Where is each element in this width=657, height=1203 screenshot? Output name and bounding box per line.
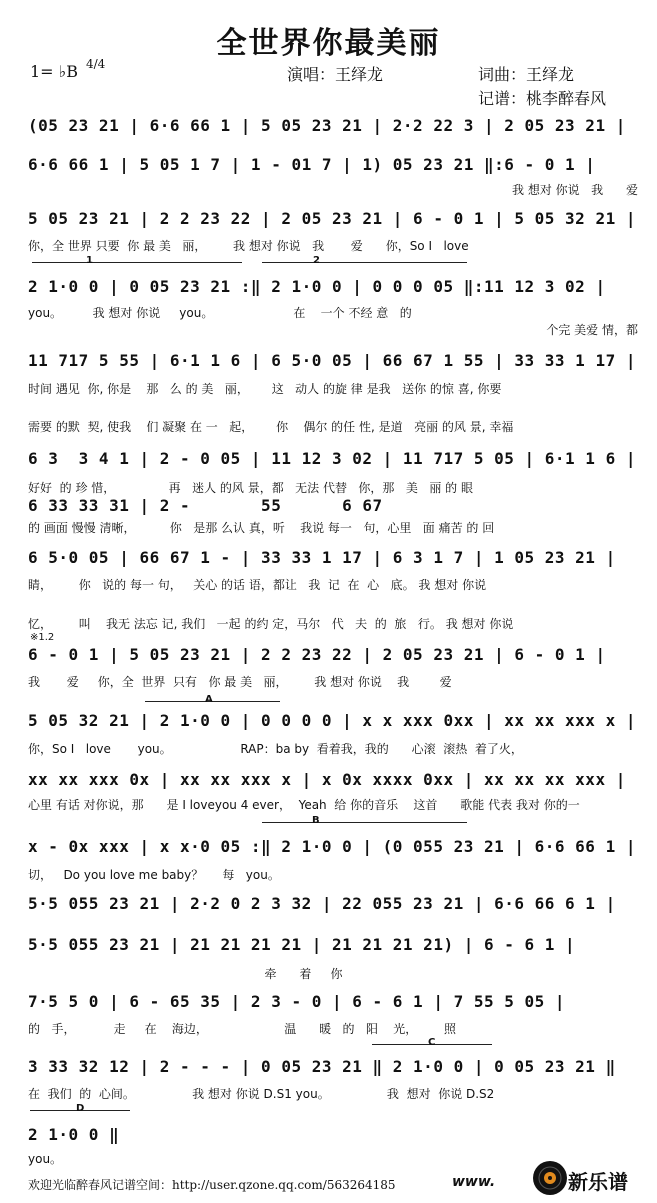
lyric-row-4b: 个完 美爱 情，都 [546,323,638,337]
section-d-marker: D [76,1103,85,1114]
segno-marker: ※1.2 [30,632,55,643]
lyric-row-3: 你，全 世界 只要 你 最 美 丽， 我 想对 你说 我 爱 你，So I love [28,239,469,253]
volta-2-bracket [262,262,467,263]
lyric-row-5: 时间 遇见 你, 你是 那 么 的 美 丽， 这 动人 的旋 律 是我 送你 的惊 喜, 你要 [28,382,502,396]
lyric-row-11: 心里 有话 对你说，那 是 I loveyou 4 ever， Yeah 给 你的音乐 这首 歌能 代表 我对 你的一 [28,798,580,812]
notation-row-16: 3 33 32 12 | 2 - - - | 0 05 23 21 ‖ 2 1·0 0 | 0 05 23 21 ‖ [28,1057,616,1076]
notation-row-8: 6 5·0 05 | 66 67 1 - | 33 33 1 17 | 6 3 1 7 | 1 05 23 21 | [28,548,616,567]
key-signature: 1= ♭B [30,62,78,81]
lyric-row-6: 好好 的 珍 惜， 再 迷人 的风 景，都 无法 代替 你，那 美 丽 的 眼 [28,481,473,495]
notation-row-3: 5 05 23 21 | 2 2 23 22 | 2 05 23 21 | 6 - 0 1 | 5 05 32 21 | [28,209,636,228]
notation-row-6: 6 3 3 4 1 | 2 - 0 05 | 11 12 3 02 | 11 717 5 05 | 6·1 1 6 | [28,449,636,468]
section-a-marker: A [205,694,213,705]
lyric-row-8: 睛， 你 说的 每一 句， 关心 的话 语，都让 我 记 在 心 底。 我 想对 你说 [28,578,487,592]
notation-row-17: 2 1·0 0 ‖ [28,1125,120,1144]
lyric-row-9: 我 爱 你，全 世界 只有 你 最 美 丽， 我 想对 你说 我 爱 [28,675,452,689]
brand-name: 新乐谱 [568,1170,628,1194]
notation-row-13: 5·5 055 23 21 | 2·2 0 2 3 32 | 22 055 23 21 | 6·6 66 6 1 | [28,894,616,913]
notation-row-2: 6·6 66 1 | 5 05 1 7 | 1 - 01 7 | 1) 05 23 21 ‖:6 - 0 1 | [28,155,596,174]
lyric-row-2: 我 想对 你说 我 爱 [512,183,638,197]
volta-1-marker: 1 [86,255,93,266]
notation-row-4: 2 1·0 0 | 0 05 23 21 :‖ 2 1·0 0 | 0 0 0 05 ‖:11 12 3 02 | [28,277,606,296]
lyric-row-12: 切， Do you love me baby？ 每 you。 [28,868,280,882]
lyric-row-14: 牵 着 你 [28,967,343,981]
lyric-row-17: you。 [28,1152,63,1166]
singer-credit: 演唱：王绎龙 [287,65,384,84]
notation-row-1: (05 23 21 | 6·6 66 1 | 5 05 23 21 | 2·2 22 3 | 2 05 23 21 | [28,116,626,135]
volta-2-marker: 2 [313,255,320,266]
lyric-row-4: you。 我 想对 你说 you。 在 一个 不经 意 的 [28,306,412,320]
section-c-marker: C [428,1037,436,1048]
notation-row-14: 5·5 055 23 21 | 21 21 21 21 | 21 21 21 21) | 6 - 6 1 | [28,935,576,954]
lyric-row-16: 在 我们 的 心间。 我 想对 你说 D.S1 you。 我 想对 你说 D.S2 [28,1087,495,1101]
song-title: 全世界你最美丽 [216,26,441,61]
lyric-row-15: 的 手， 走 在 海边， 温 暖 的 阳 光， 照 [28,1022,456,1036]
section-b-bracket [262,822,467,823]
lyric-row-8b: 忆， 叫 我无 法忘 记, 我们 一起 的约 定，马尔 代 夫 的 旅 行。 我 想对 你说 [28,617,514,631]
notation-row-15: 7·5 5 0 | 6 - 65 35 | 2 3 - 0 | 6 - 6 1 | 7 55 5 05 | [28,992,566,1011]
composer-credit: 词曲：王绎龙 [478,65,575,84]
notation-row-11: xx xx xxx 0x | xx xx xxx x | x 0x xxxx 0xx | xx xx xx xxx | [28,770,626,789]
transcriber-credit: 记谱：桃李醉春风 [478,89,607,108]
lyric-row-7: 的 画面 慢慢 清晰， 你 是那 么认 真，听 我说 每一 句，心里 面 痛苦 的 回 [28,521,495,535]
notation-row-9: 6 - 0 1 | 5 05 23 21 | 2 2 23 22 | 2 05 23 21 | 6 - 0 1 | [28,645,606,664]
notation-row-7: 6 33 33 31 | 2 - 55 6 67 [28,496,383,515]
notation-row-10: 5 05 32 21 | 2 1·0 0 | 0 0 0 0 | x x xxx 0xx | xx xx xxx x | [28,711,636,730]
section-b-marker: B [312,815,320,826]
notation-row-5: 11 717 5 55 | 6·1 1 6 | 6 5·0 05 | 66 67 1 55 | 33 33 1 17 | [28,351,636,370]
notation-row-12: x - 0x xxx | x x·0 05 :‖ 2 1·0 0 | (0 055 23 21 | 6·6 66 1 | [28,837,636,856]
lyric-row-10: 你，So I love you。 RAP：ba by 看着我，我的 心滚 滚热 着了火， [28,742,523,756]
volta-1-bracket [32,262,242,263]
brand-url: www. [452,1174,496,1190]
footer-credit: 欢迎光临醉春风记谱空间：http://user.qzone.qq.com/563264185 [28,1178,396,1192]
time-signature: 4/4 [86,57,106,71]
record-logo-icon [532,1160,568,1196]
lyric-row-5b: 需要 的默 契, 使我 们 凝聚 在 一 起， 你 偶尔 的任 性, 是道 亮丽 的风 景, 幸福 [28,420,514,434]
